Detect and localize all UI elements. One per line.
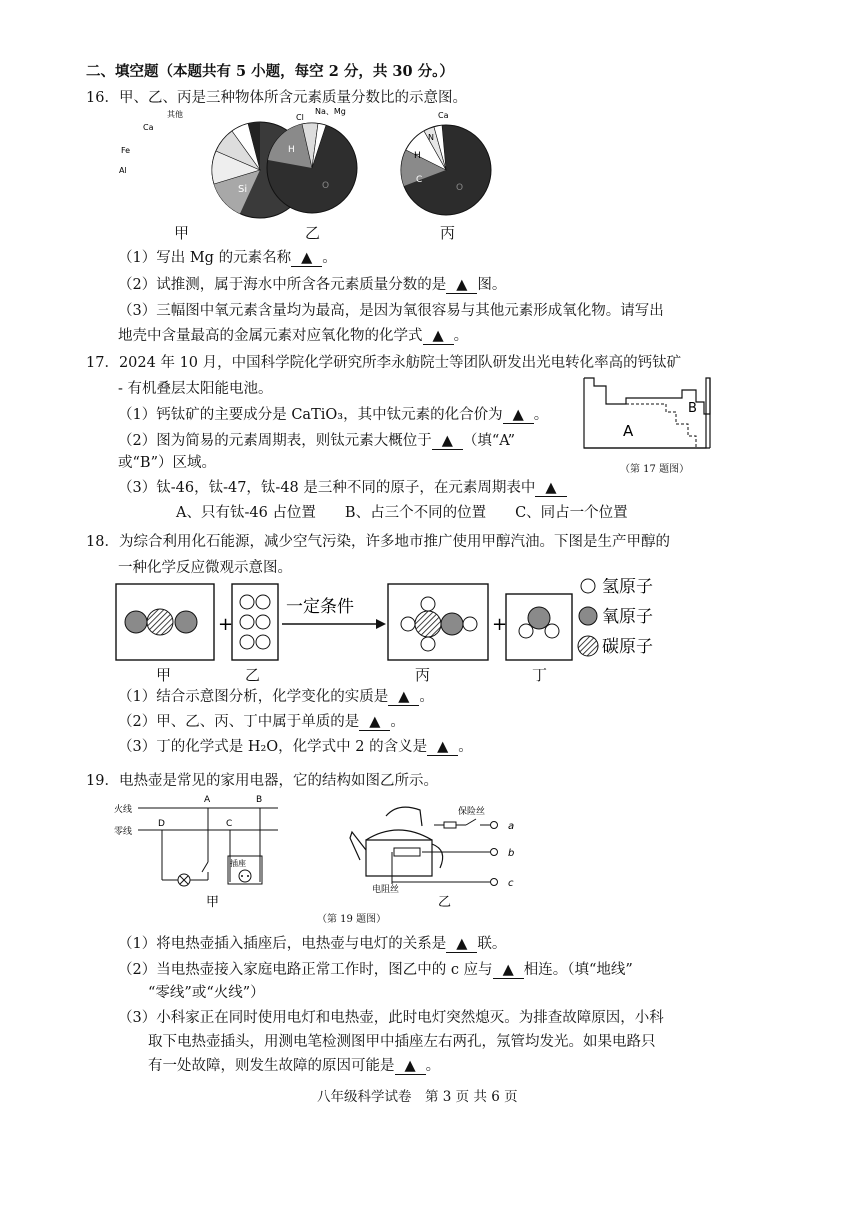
pie-yi-2: [267, 123, 357, 213]
label-live-wire: 火线: [114, 805, 133, 815]
caption-ding-18: 丁: [532, 666, 548, 684]
caption-jia: 甲: [174, 224, 190, 242]
answer-blank[interactable]: ▲: [432, 433, 463, 450]
label-cl: Cl: [296, 113, 304, 122]
answer-blank[interactable]: ▲: [427, 739, 458, 756]
label-d-point: D: [158, 819, 165, 829]
q16-part3-cont: 地壳中含量最高的金属元素对应氧化物的化学式 ▲ 。: [118, 328, 469, 344]
legend-carbon: 碳原子: [602, 637, 653, 657]
q19-stem: 19．电热壶是常见的家用电器，它的结构如图乙所示。: [86, 773, 438, 789]
label-h: H: [288, 145, 295, 155]
q16-stem: 16．甲、乙、丙是三种物体所含元素质量分数比的示意图。: [86, 90, 467, 106]
answer-blank[interactable]: ▲: [535, 480, 566, 497]
label-b-point: B: [256, 795, 263, 805]
answer-blank[interactable]: ▲: [446, 277, 477, 294]
page-footer: 八年级科学试卷 第 3 页 共 6 页: [317, 1089, 518, 1105]
caption-yi: 乙: [305, 224, 321, 242]
caption-yi-18: 乙: [245, 666, 261, 684]
terminal-a: a: [508, 821, 515, 832]
answer-blank[interactable]: ▲: [359, 714, 390, 731]
reaction-diagram: [110, 578, 680, 678]
q17-part3: （3）钛-46，钛-47，钛-48 是三种不同的原子，在元素周期表中 ▲: [118, 476, 567, 497]
q17-fig-caption: （第 17 题图）: [620, 464, 690, 475]
label-o-yi: O: [322, 181, 330, 191]
section-title: 二、填空题（本题共有 5 小题，每空 2 分，共 30 分。）: [86, 63, 454, 80]
answer-blank[interactable]: ▲: [446, 936, 477, 953]
label-other: 其他: [167, 110, 183, 119]
q17-options: A、只有钛-46 占位置 B、占三个不同的位置 C、同占一个位置: [176, 505, 628, 521]
label-c-point: C: [226, 819, 233, 829]
label-h-bing: H: [414, 151, 421, 161]
caption-bing: 丙: [440, 224, 456, 242]
answer-blank[interactable]: ▲: [388, 689, 419, 706]
circuit-figures: [110, 788, 550, 908]
q16-part3: （3）三幅图中氧元素含量均为最高，是因为氧很容易与其他元素形成氧化物。请写出: [118, 303, 664, 319]
q16-part1: （1）写出 Mg 的元素名称 ▲ 。: [118, 250, 337, 266]
q19-part3-cont1: 取下电热壶插头，用测电笔检测图甲中插座左右两孔，氖管均发光。如果电路只: [148, 1034, 656, 1050]
q19-part1: （1）将电热壶插入插座后，电热壶与电灯的关系是 ▲ 联。: [118, 936, 507, 952]
condition-label: 一定条件: [286, 597, 354, 617]
label-neutral-wire: 零线: [114, 827, 133, 837]
terminal-c: c: [508, 878, 514, 889]
q18-stem: 18．为综合利用化石能源，减少空气污染，许多地市推广使用甲醇汽油。下图是生产甲醇的: [86, 534, 670, 550]
q18-stem-cont: 一种化学反应微观示意图。: [118, 560, 292, 576]
q18-part3: （3）丁的化学式是 H₂O，化学式中 2 的含义是 ▲ 。: [118, 739, 473, 755]
q18-part2: （2）甲、乙、丙、丁中属于单质的是 ▲ 。: [118, 714, 405, 730]
label-al: Al: [119, 166, 127, 175]
q18-part1: （1）结合示意图分析，化学变化的实质是 ▲ 。: [118, 689, 434, 705]
label-na-mg: Na、Mg: [315, 108, 346, 116]
answer-blank[interactable]: ▲: [395, 1058, 426, 1075]
terminal-b: b: [508, 848, 515, 859]
svg-text:+: +: [492, 614, 508, 635]
q17-stem-cont: - 有机叠层太阳能电池。: [118, 381, 273, 397]
q16-part2: （2）试推测，属于海水中所含各元素质量分数的是 ▲ 图。: [118, 277, 507, 293]
answer-blank[interactable]: ▲: [423, 328, 454, 345]
caption-jia-19: 甲: [206, 895, 220, 908]
label-resistor: 电阻丝: [372, 885, 400, 895]
label-fuse: 保险丝: [458, 807, 486, 817]
caption-bing-18: 丙: [415, 666, 431, 684]
label-a-point: A: [204, 795, 211, 805]
q19-part3-cont2: 有一处故障，则发生故障的原因可能是 ▲ 。: [148, 1058, 441, 1074]
q19-part2-cont: “零线”或“火线”）: [148, 985, 265, 1001]
label-o-bing: O: [456, 183, 464, 193]
label-ca: Ca: [143, 123, 154, 132]
q19-fig-caption: （第 19 题图）: [317, 914, 387, 925]
q17-part1: （1）钙钛矿的主要成分是 CaTiO₃，其中钛元素的化合价为 ▲ 。: [118, 407, 549, 423]
caption-jia-18: 甲: [156, 666, 172, 684]
label-ca-bing: Ca: [438, 111, 449, 120]
label-socket: 插座: [230, 859, 246, 868]
label-n: N: [428, 133, 434, 142]
q19-part3: （3）小科家正在同时使用电灯和电热壶，此时电灯突然熄灭。为排查故障原因，小科: [118, 1010, 664, 1026]
answer-blank[interactable]: ▲: [503, 407, 534, 424]
legend-oxygen: 氧原子: [602, 607, 653, 627]
q17-stem: 17．2024 年 10 月，中国科学院化学研究所李永舫院士等团队研发出光电转化率高的钙钛矿: [86, 355, 682, 371]
label-fe: Fe: [121, 146, 131, 155]
legend-hydrogen: 氢原子: [602, 578, 653, 597]
q19-part2: （2）当电热壶接入家庭电路正常工作时，图乙中的 c 应与 ▲ 相连。（填“地线”: [118, 962, 633, 978]
label-c: C: [416, 175, 423, 185]
q16-pie-charts: [110, 108, 510, 238]
periodic-table-figure: [578, 372, 718, 462]
label-si: Si: [238, 184, 248, 195]
svg-text:+: +: [218, 614, 234, 635]
region-a-label: A: [623, 422, 634, 440]
q17-part2-cont: 或“B”）区域。: [118, 455, 216, 471]
caption-yi-19: 乙: [438, 895, 452, 908]
answer-blank[interactable]: ▲: [493, 962, 524, 979]
region-b-label: B: [688, 401, 697, 416]
answer-blank[interactable]: ▲: [291, 250, 322, 267]
pie-bing: [401, 125, 491, 215]
q17-part2: （2）图为简易的元素周期表，则钛元素大概位于 ▲ （填“A”: [118, 433, 516, 449]
